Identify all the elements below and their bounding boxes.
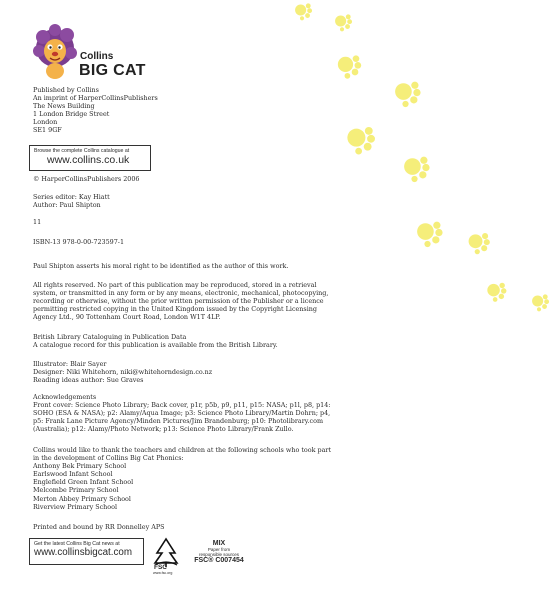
print-number: 11: [33, 218, 42, 226]
moral-right: Paul Shipton asserts his moral right to be identified as the author of this work.: [33, 262, 289, 270]
copyright: © HarperCollinsPublishers 2006: [33, 175, 140, 183]
school-item: Earlswood Infant School: [33, 470, 113, 479]
paw-print-icon: [335, 52, 364, 81]
credit-line: Reading ideas author: Sue Graves: [33, 376, 144, 385]
credit-line: Illustrator: Blair Sayer: [33, 360, 107, 368]
series-editor: Series editor: Kay Hiatt: [33, 193, 110, 201]
catalogue-url[interactable]: www.collins.co.uk: [47, 154, 130, 166]
paw-print-icon: [293, 1, 314, 22]
author: Author: Paul Shipton: [33, 201, 101, 210]
brand-collins: Collins: [80, 51, 114, 62]
school-item: Riverview Primary School: [33, 502, 118, 511]
isbn: ISBN-13 978-0-00-723597-1: [33, 238, 125, 246]
thanks: [33, 446, 513, 511]
ack-line: Acknowledgements: [33, 393, 97, 401]
credits: [33, 360, 513, 384]
rights-line: All rights reserved. No part of this publication may be reproduced, stored in a retrieval: [33, 281, 317, 289]
fsc-mark-label: FSC: [154, 564, 167, 571]
catalogue-caption: Browse the complete Collins catalogue at: [34, 148, 130, 154]
paw-print-icon: [530, 292, 551, 313]
ack-line: Front cover: Science Photo Library; Back cover, p1r, p5b, p9, p11, p15: NASA; p1l, p8, p14:: [33, 401, 331, 410]
fsc-site: www.fsc.org: [153, 571, 173, 575]
school-item: Melcombe Primary School: [33, 486, 119, 495]
cip-data: [33, 333, 513, 349]
rights-line: system, or transmitted in any form or by any means, electronic, mechanical, photocopying,: [33, 289, 329, 298]
publisher-line: An imprint of HarperCollinsPublishers: [33, 94, 158, 103]
ack-line: (Australia); p12: Alamy/Photo Network; p13: Science Photo Library/Frank Zullo.: [33, 425, 294, 434]
publisher-info: [33, 86, 513, 135]
brand-big-cat: BIG CAT: [79, 62, 146, 79]
school-item: Englefield Green Infant School: [33, 478, 134, 487]
bigcat-url[interactable]: www.collinsbigcat.com: [34, 547, 133, 558]
rights-line: Agency Ltd., 90 Tottenham Court Road, London W1T 4LP.: [33, 313, 221, 322]
fsc-code: FSC® C007454: [194, 557, 244, 564]
school-item: Merton Abbey Primary School: [33, 494, 131, 503]
rights-statement: [33, 281, 513, 321]
mix-responsible: responsible sources: [198, 552, 240, 557]
publisher-line: SE1 9GF: [33, 126, 62, 135]
rights-line: permitting restricted copying in the United Kingdom issued by the Copyright Licensing: [33, 305, 317, 314]
fsc-mix-label: [191, 540, 247, 564]
mix-paper-from: Paper from: [207, 547, 231, 552]
thanks-line: in the development of Collins Big Cat Phonics:: [33, 454, 184, 463]
publisher-line: 1 London Bridge Street: [33, 110, 110, 119]
mix-title: MIX: [212, 540, 226, 547]
credit-line: Designer: Niki Whitehorn, niki@whitehorndesign.co.nz: [33, 368, 213, 377]
publisher-line: The News Building: [33, 102, 95, 111]
ack-line: SOHO (ESA & NASA); p2: Alamy/Aqua Image; p3: Science Photo Library/Martin Dohrn; p4,: [33, 409, 331, 418]
editor-info: [33, 193, 513, 209]
thanks-line: Collins would like to thank the teachers and children at the following schools who took part: [33, 446, 332, 454]
bigcat-caption: Get the latest Collins Big Cat news at: [34, 541, 120, 547]
ack-line: p5: Frank Lane Picture Agency/Minden Pictures/Jim Brandenburg; p10: Photolibrary.com: [33, 417, 324, 426]
cip-line: A catalogue record for this publication is available from the British Library.: [33, 341, 278, 350]
school-item: Anthony Bek Primary School: [33, 462, 127, 471]
acknowledgements: [33, 393, 513, 433]
printed-by: Printed and bound by RR Donnelley APS: [33, 523, 165, 531]
rights-line: recording or otherwise, without the prior written permission of the Publisher or a licence: [33, 297, 324, 306]
catalogue-box: [29, 145, 151, 171]
bigcat-box: [29, 538, 144, 565]
publisher-line: Published by Collins: [33, 86, 99, 94]
paw-print-icon: [333, 12, 354, 33]
cip-line: British Library Cataloguing in Publication Data: [33, 333, 187, 341]
publisher-line: London: [33, 118, 58, 127]
